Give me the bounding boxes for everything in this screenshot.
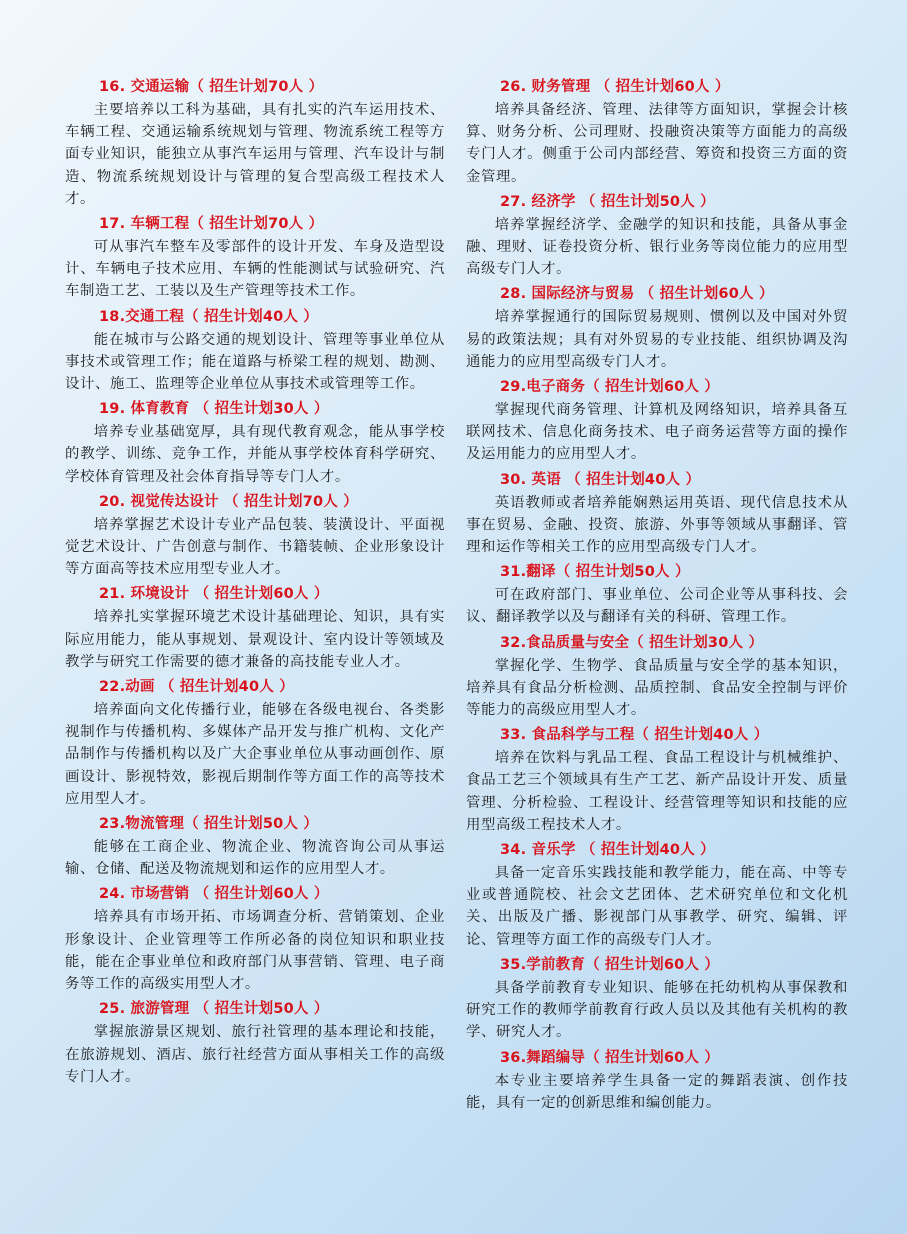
major-title: 18.交通工程（ 招生计划40人 ）	[99, 308, 319, 325]
major-title: 27. 经济学 （ 招生计划50人 ）	[500, 193, 715, 210]
major-entry	[65, 75, 445, 210]
major-description: 具备学前教育专业知识、能够在托幼机构从事保教和研究工作的教师学前教育行政人员以及其他有关机构的教学、研究人才。	[466, 979, 848, 1041]
major-description: 培养具备经济、管理、法律等方面知识，掌握会计核算、财务分析、公司理财、投融资决策等方面能力的高级专门人才。侧重于公司内部经营、筹资和投资三方面的资金管理。	[466, 102, 848, 185]
major-entry	[466, 282, 848, 373]
major-description: 培养扎实掌握环境艺术设计基础理论、知识，具有实际应用能力，能从事规划、景观设计、室内设计等领域及教学与研究工作需要的德才兼备的高技能专业人才。	[65, 609, 445, 670]
major-entry	[65, 997, 445, 1088]
major-entry	[466, 468, 848, 559]
major-title: 35.学前教育（ 招生计划60人 ）	[500, 956, 720, 973]
major-entry	[466, 953, 848, 1044]
major-description: 可从事汽车整车及零部件的设计开发、车身及造型设计、车辆电子技术应用、车辆的性能测试与试验研究、汽车制造工艺、工装以及生产管理等技术工作。	[65, 239, 445, 300]
major-description: 掌握现代商务管理、计算机及网络知识，培养具备互联网技术、信息化商务技术、电子商务运营等方面的操作及运用能力的应用型人才。	[466, 402, 848, 463]
major-entry	[65, 397, 445, 488]
major-entry	[65, 812, 445, 880]
major-entry	[65, 882, 445, 995]
right-column	[466, 75, 848, 1116]
major-title: 22.动画 （ 招生计划40人 ）	[99, 679, 294, 696]
major-title: 28. 国际经济与贸易 （ 招生计划60人 ）	[500, 286, 774, 303]
major-entry	[466, 838, 848, 951]
major-entry	[65, 675, 445, 810]
major-entry	[65, 212, 445, 303]
major-entry	[466, 190, 848, 281]
major-title: 30. 英语 （ 招生计划40人 ）	[500, 471, 701, 488]
major-description: 掌握旅游景区规划、旅行社管理的基本理论和技能，在旅游规划、酒店、旅行社经营方面从事相关工作的高级专门人才。	[65, 1024, 445, 1085]
major-title: 24. 市场营销 （ 招生计划60人 ）	[99, 886, 329, 903]
major-entry	[466, 375, 848, 466]
major-description: 本专业主要培养学生具备一定的舞蹈表演、创作技能，具有一定的创新思维和编创能力。	[466, 1072, 848, 1111]
major-entry	[65, 582, 445, 673]
major-title: 33. 食品科学与工程（ 招生计划40人 ）	[500, 727, 769, 744]
major-title: 31.翻译（ 招生计划50人 ）	[500, 564, 690, 581]
major-description: 能够在工商企业、物流企业、物流咨询公司从事运输、仓储、配送及物流规划和运作的应用型人才。	[65, 839, 445, 878]
major-entry	[466, 75, 848, 188]
major-entry	[65, 490, 445, 581]
major-title: 17. 车辆工程（ 招生计划70人 ）	[99, 216, 324, 233]
major-description: 培养面向文化传播行业，能够在各级电视台、各类影视制作与传播机构、多媒体产品开发与推广机构、文化产品制作与传播机构以及广大企事业单位从事动画创作、原画设计、影视特效，影视后期制作等方面工作的高等技术应用型人才。	[65, 702, 445, 807]
major-description: 具备一定音乐实践技能和教学能力，能在高、中等专业或普通院校、社会文艺团体、艺术研究单位和文化机关、出版及广播、影视部门从事教学、研究、编辑、评论、管理等方面工作的高级专门人才。	[466, 865, 848, 948]
major-title: 36.舞蹈编导（ 招生计划60人 ）	[500, 1049, 720, 1066]
major-description: 英语教师或者培养能娴熟运用英语、现代信息技术从事在贸易、金融、投资、旅游、外事等领域从事翻译、管理和运作等相关工作的应用型高级专门人才。	[466, 494, 848, 556]
major-entry	[466, 631, 848, 722]
major-title: 21. 环境设计 （ 招生计划60人 ）	[99, 586, 329, 603]
major-title: 23.物流管理（ 招生计划50人 ）	[99, 816, 319, 833]
major-entry	[65, 305, 445, 396]
major-title: 29.电子商务（ 招生计划60人 ）	[500, 379, 720, 396]
major-description: 可在政府部门、事业单位、公司企业等从事科技、会议、翻译教学以及与翻译有关的科研、管理工作。	[466, 587, 848, 626]
major-title: 34. 音乐学 （ 招生计划40人 ）	[500, 842, 715, 859]
major-title: 20. 视觉传达设计 （ 招生计划70人 ）	[99, 493, 358, 510]
major-title: 25. 旅游管理 （ 招生计划50人 ）	[99, 1001, 329, 1018]
major-title: 26. 财务管理 （ 招生计划60人 ）	[500, 79, 730, 95]
major-entry	[466, 723, 848, 836]
major-title: 16. 交通运输（ 招生计划70人 ）	[99, 79, 324, 95]
major-description: 培养专业基础宽厚，具有现代教育观念，能从事学校的教学、训练、竞争工作，并能从事学校体育科学研究、学校体育管理及社会体育指导等专门人才。	[65, 424, 445, 485]
major-description: 掌握化学、生物学、食品质量与安全学的基本知识，培养具有食品分析检测、品质控制、食品安全控制与评价等能力的高级应用型人才。	[466, 657, 848, 719]
major-description: 培养掌握艺术设计专业产品包装、装潢设计、平面视觉艺术设计、广告创意与制作、书籍装帧、企业形象设计等方面高等技术应用型专业人才。	[65, 516, 445, 578]
major-title: 32.食品质量与安全（ 招生计划30人 ）	[500, 634, 764, 651]
major-description: 能在城市与公路交通的规划设计、管理等事业单位从事技术或管理工作；能在道路与桥梁工程的规划、勘测、设计、施工、监理等企业单位从事技术或管理等工作。	[65, 331, 445, 393]
major-entry	[466, 1046, 848, 1114]
major-entry	[466, 560, 848, 628]
major-description: 培养掌握经济学、金融学的知识和技能，具备从事金融、理财、证卷投资分析、银行业务等岗位能力的应用型高级专门人才。	[466, 216, 848, 278]
major-description: 主要培养以工科为基础，具有扎实的汽车运用技术、车辆工程、交通运输系统规划与管理、物流系统工程等方面专业知识，能独立从事汽车运用与管理、汽车设计与制造、物流系统规划设计与管理的复合型高级工程技术人才。	[65, 102, 445, 207]
major-description: 培养具有市场开拓、市场调查分析、营销策划、企业形象设计、企业管理等工作所必备的岗位知识和职业技能，能在企事业单位和政府部门从事营销、管理、电子商务等工作的高级实用型人才。	[65, 909, 445, 993]
major-title: 19. 体育教育 （ 招生计划30人 ）	[99, 401, 329, 418]
left-column	[65, 75, 445, 1090]
major-description: 培养掌握通行的国际贸易规则、惯例以及中国对外贸易的政策法规；具有对外贸易的专业技能、组织协调及沟通能力的应用型高级专门人才。	[466, 309, 848, 370]
major-description: 培养在饮料与乳品工程、食品工程设计与机械维护、食品工艺三个领域具有生产工艺、新产品设计开发、质量管理、分析检验、工程设计、经营管理等知识和技能的应用型高级工程技术人才。	[466, 750, 848, 833]
